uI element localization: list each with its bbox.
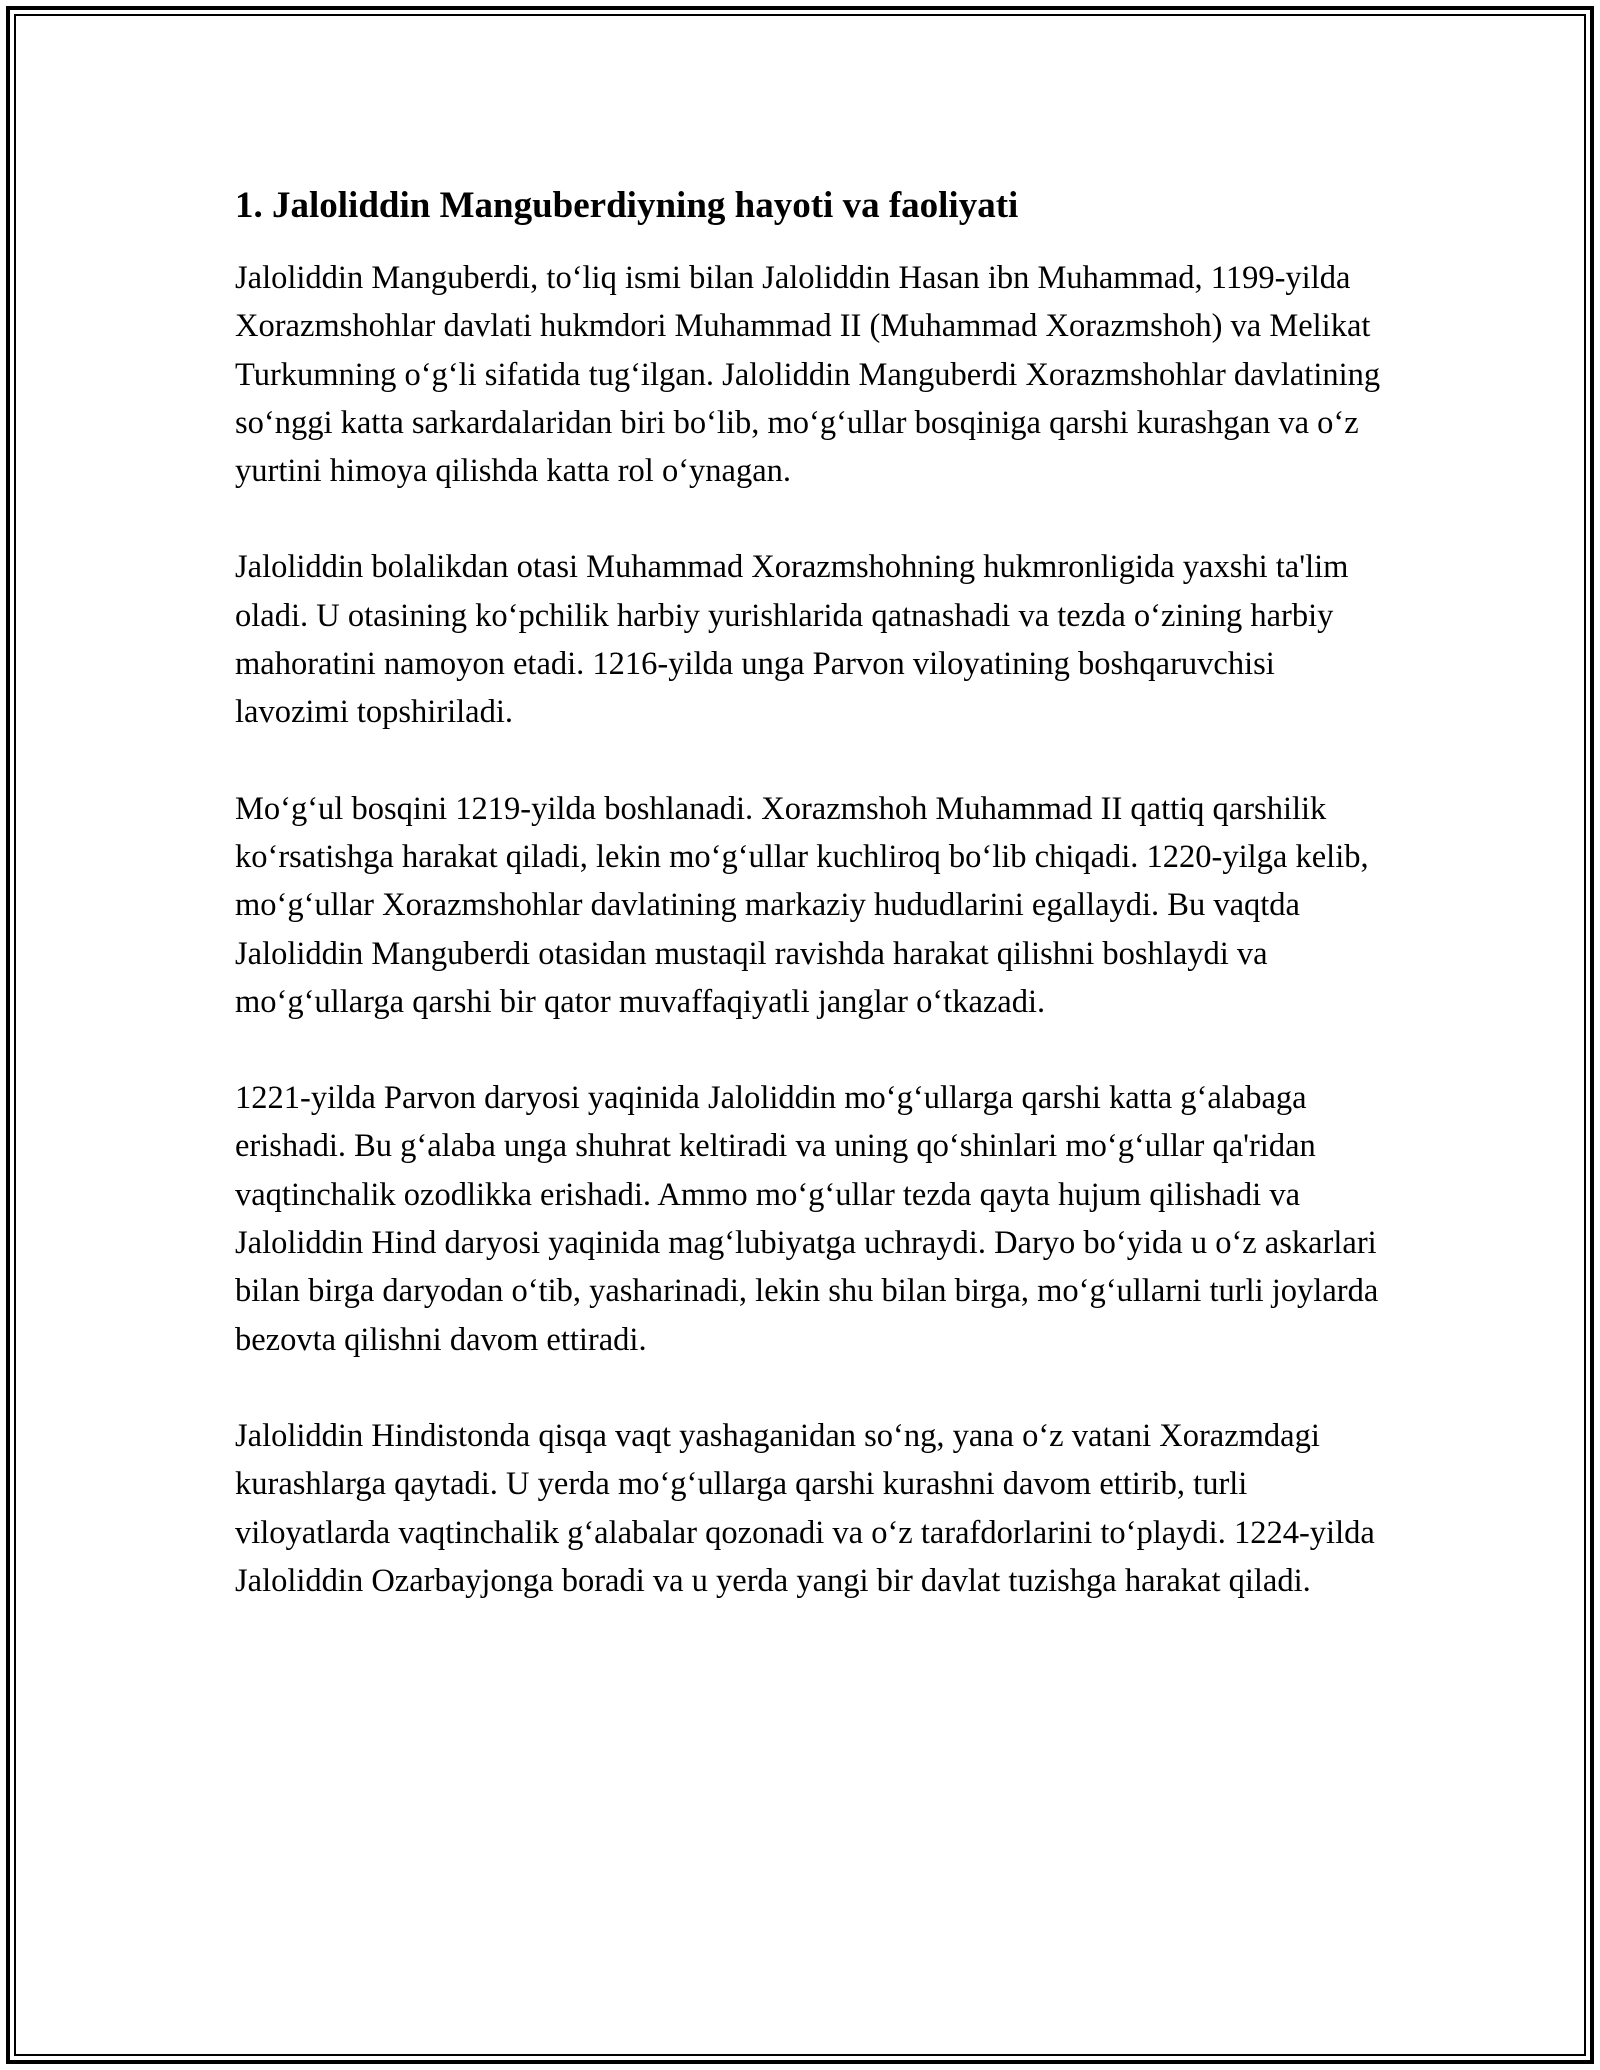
document-body — [235, 182, 1385, 1653]
paragraph-5: Jaloliddin Hindistonda qisqa vaqt yashaganidan so‘ng, yana o‘z vatani Xorazmdagi kurashlarga qaytadi. U yerda mo‘g‘ullarga qarshi kurashni davom ettirib, turli viloyatlarda vaqtinchalik g‘alabalar qozonadi va o‘z tarafdorlarini to‘playdi. 1224-yilda Jaloliddin Ozarbayjonga boradi va u yerda yangi bir davlat tuzishga harakat qiladi. — [235, 1417, 1375, 1599]
paragraph-2: Jaloliddin bolalikdan otasi Muhammad Xorazmshohning hukmronligida yaxshi ta'lim oladi. U otasining ko‘pchilik harbiy yurishlarida qatnashadi va tezda o‘zining harbiy mahoratini namoyon etadi. 1216-yilda unga Parvon viloyatining boshqaruvchisi lavozimi topshiriladi. — [235, 549, 1349, 731]
paragraph-4: 1221-yilda Parvon daryosi yaqinida Jaloliddin mo‘g‘ullarga qarshi katta g‘alabaga erishadi. Bu g‘alaba unga shuhrat keltiradi va uning qo‘shinlari mo‘g‘ullar qa'ridan vaqtinchalik ozodlikka erishadi. Ammo mo‘g‘ullar tezda qayta hujum qilishadi va Jaloliddin Hind daryosi yaqinida mag‘lubiyatga uchraydi. Daryo bo‘yida u o‘z askarlari bilan birga daryodan o‘tib, yasharinadi, lekin shu bilan birga, mo‘g‘ullarni turli joylarda bezovta qilishni davom ettiradi. — [235, 1080, 1379, 1358]
section-heading: 1. Jaloliddin Manguberdiyning hayoti va faoliyati — [235, 185, 1019, 226]
paragraph-1: Jaloliddin Manguberdi, to‘liq ismi bilan Jaloliddin Hasan ibn Muhammad, 1199-yilda Xorazmshohlar davlati hukmdori Muhammad II (Muhammad Xorazmshoh) va Melikat Turkumning o‘g‘li sifatida tug‘ilgan. Jaloliddin Manguberdi Xorazmshohlar davlatining so‘nggi katta sarkardalaridan biri bo‘lib, mo‘g‘ullar bosqiniga qarshi kurashgan va o‘z yurtini himoya qilishda katta rol o‘ynagan. — [235, 260, 1381, 490]
paragraph-3: Mo‘g‘ul bosqini 1219-yilda boshlanadi. Xorazmshoh Muhammad II qattiq qarshilik ko‘rsatishga harakat qiladi, lekin mo‘g‘ullar kuchliroq bo‘lib chiqadi. 1220-yilga kelib, mo‘g‘ullar Xorazmshohlar davlatining markaziy hududlarini egallaydi. Bu vaqtda Jaloliddin Manguberdi otasidan mustaqil ravishda harakat qilishni boshlaydi va mo‘g‘ullarga qarshi bir qator muvaffaqiyatli janglar o‘tkazadi. — [235, 790, 1369, 1020]
